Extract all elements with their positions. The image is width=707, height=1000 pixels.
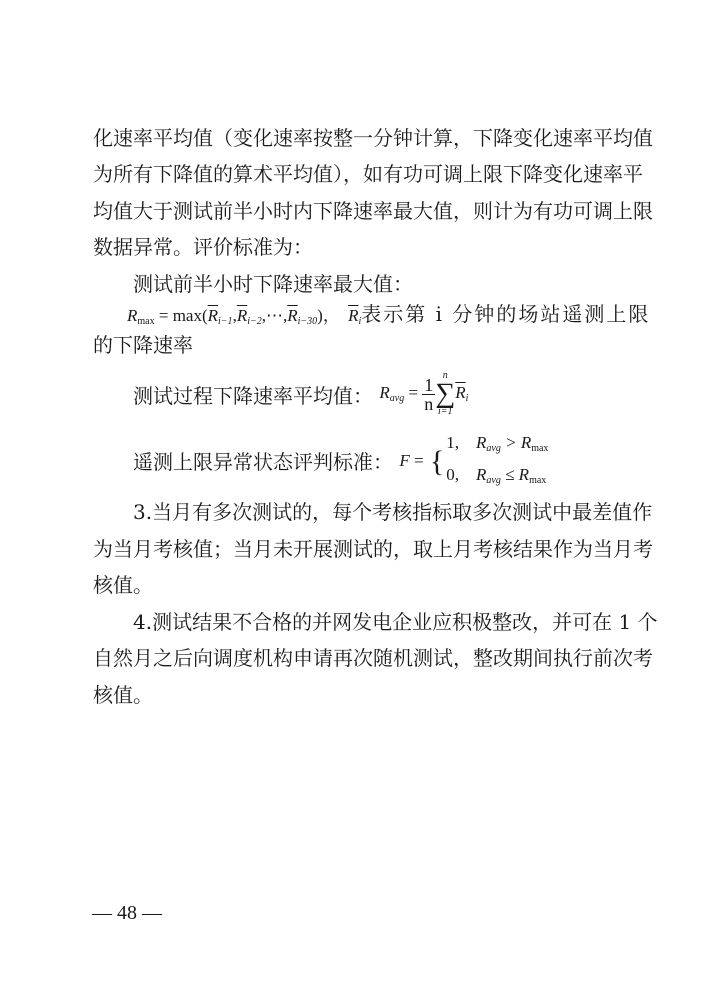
judge-label: 遥测上限异常状态评判标准： — [133, 450, 393, 474]
page-number: — 48 — — [92, 902, 162, 924]
rmax-formula-line — [127, 302, 650, 334]
rmax-description: 表示第 i 分钟的场站遥测上限 — [361, 302, 651, 326]
rmax-formula: $R_{max}$ = $\max(\overline{R}_{i-1},\overline{R}_{i-2},\cdots,\overline{R}_{i-30})$， — [127, 306, 340, 327]
paragraph-line: 自然月之后向调度机构申请再次随机测试，整改期间执行前次考 — [93, 646, 653, 670]
paragraph-line: 化速率平均值（变化速率按整一分钟计算，下降变化速率平均值 — [93, 126, 653, 150]
avg-rate-line — [133, 368, 468, 424]
paragraph-line: 为所有下降值的算术平均值），如有功可调上限下降变化速率平 — [93, 162, 643, 186]
paragraph-line: 核值。 — [93, 683, 153, 707]
case-2: 0, $R_{avg} \le R_{max}$ — [446, 465, 547, 486]
f-formula: F = { 1, $R_{avg} > R_{max}$ 0, $R_{avg} \le R_{max}$ — [399, 451, 548, 470]
case-1: 1, $R_{avg} > R_{max}$ — [446, 433, 549, 454]
paragraph-line: 均值大于测试前半小时内下降速率最大值，则计为有功可调上限 — [93, 199, 653, 223]
avg-rate-label: 测试过程下降速率平均值： — [133, 384, 373, 408]
paragraph-line: 核值。 — [93, 573, 153, 597]
fraction: $\frac{1}{n}$ — [424, 374, 434, 414]
summation: n ∑ i=1 — [435, 370, 456, 418]
rmax-description-continued: 的下降速率 — [93, 333, 193, 357]
cases — [446, 430, 548, 494]
judge-line — [133, 430, 548, 494]
paragraph-line: 4.测试结果不合格的并网发电企业应积极整改，并可在 1 个 — [133, 610, 658, 634]
ri-symbol: $\overline{R}_i$ — [348, 306, 362, 327]
paragraph-line: 3.当月有多次测试的，每个考核指标取多次测试中最差值作 — [133, 500, 653, 524]
paragraph-line: 数据异常。评价标准为： — [93, 235, 313, 259]
paragraph-line: 为当月考核值；当月未开展测试的，取上月考核结果作为当月考 — [93, 537, 653, 561]
ravg-formula: $R_{avg}$ = $\frac{1}{n}$ n ∑ i=1 $\overline{R}_i$ — [379, 370, 469, 418]
case-brace: { — [429, 445, 445, 478]
max-rate-label: 测试前半小时下降速率最大值： — [133, 272, 413, 296]
